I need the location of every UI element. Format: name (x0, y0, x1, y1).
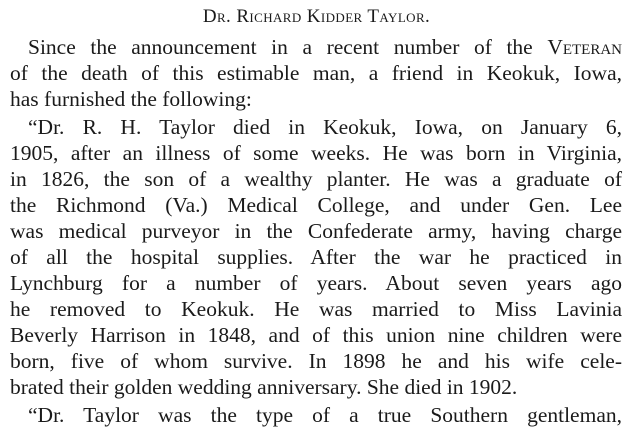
article-title: Dr. Richard Kidder Taylor. (202, 6, 431, 27)
paragraph-2-line-6: of all the hospital supplies. After the war he practiced in (10, 245, 622, 269)
paragraph-2-line-11: brated their golden wedding anniversary. She died in 1902. (10, 375, 518, 399)
paragraph-1-line-3: has furnished the following: (10, 87, 252, 111)
paragraph-2-line-7: Lynchburg for a number of years. About seven years ago (10, 271, 622, 295)
paragraph-2-line-4: the Richmond (Va.) Medical College, and under Gen. Lee (10, 193, 622, 217)
paragraph-3-line-1: “Dr. Taylor was the type of a true Southern gentleman, (28, 403, 622, 427)
paragraph-2-line-2: 1905, after an illness of some weeks. He was born in Virginia, (10, 141, 622, 165)
paragraph-2-line-10: born, five of whom survive. In 1898 he and his wife cele- (10, 349, 622, 373)
paragraph-1-line-1: Since the announcement in a recent number of the Veteran (28, 35, 622, 59)
paragraph-2-line-3: in 1826, the son of a wealthy planter. He was a graduate of (10, 167, 622, 191)
paragraph-2-line-8: he removed to Keokuk. He was married to Miss Lavinia (10, 297, 622, 321)
publication-name: Veteran (547, 35, 622, 59)
paragraph-2-line-5: was medical purveyor in the Confederate army, having charge (10, 219, 622, 243)
paragraph-1-line-2: of the death of this estimable man, a friend in Keokuk, Iowa, (10, 61, 622, 85)
paragraph-2-line-1: “Dr. R. H. Taylor died in Keokuk, Iowa, on January 6, (28, 115, 622, 139)
paragraph-2-line-9: Beverly Harrison in 1848, and of this union nine children were (10, 323, 622, 347)
